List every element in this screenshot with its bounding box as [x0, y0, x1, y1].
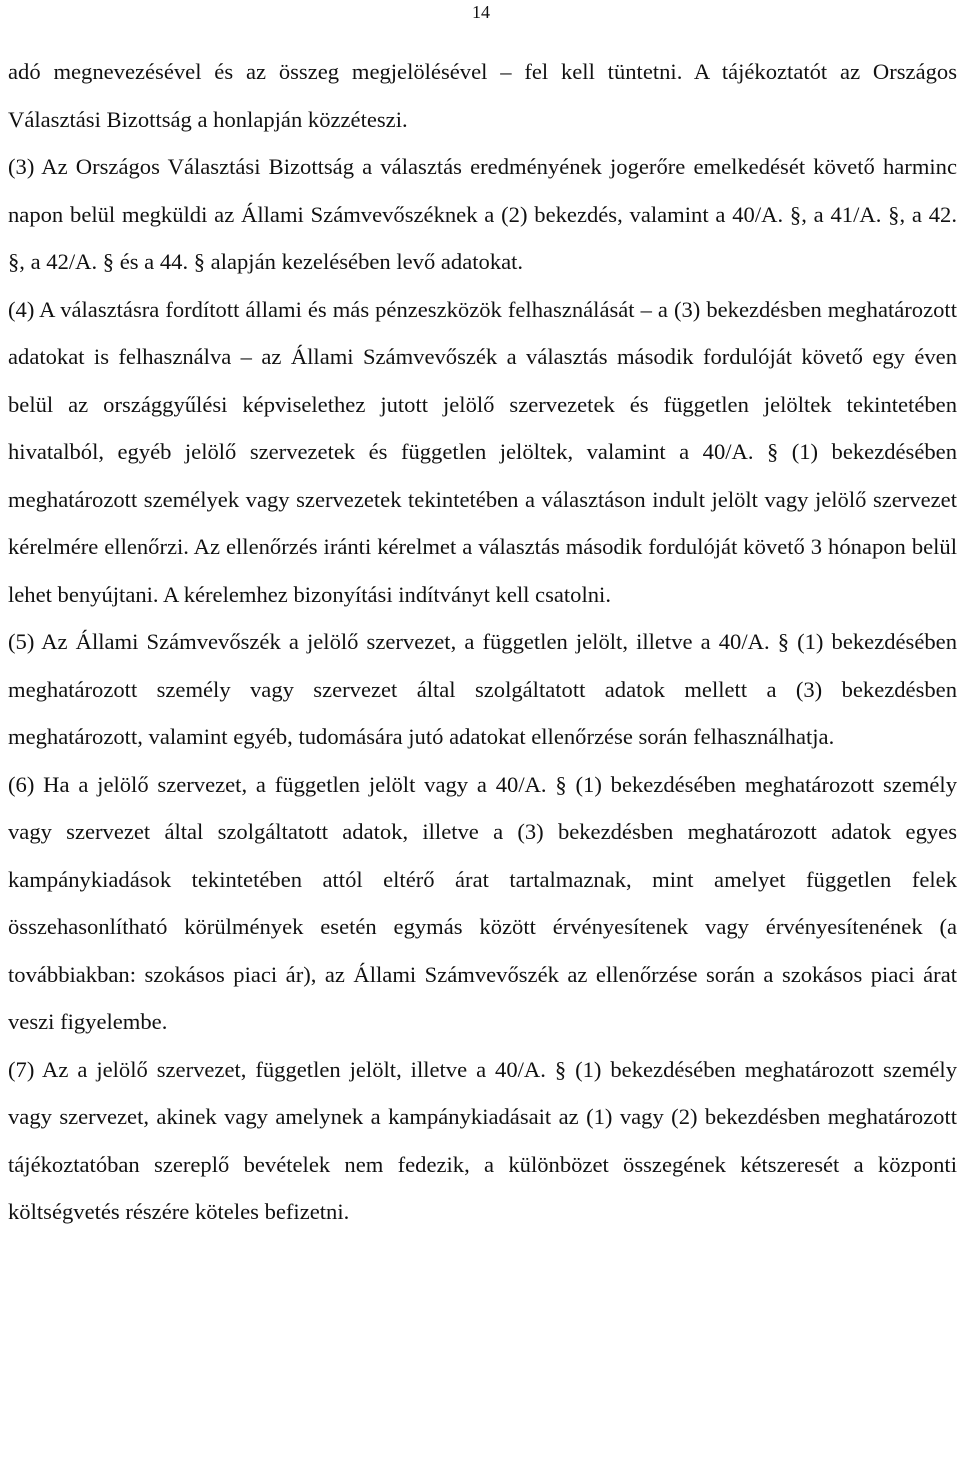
- paragraph-7: (7) Az a jelölő szervezet, független jelölt, illetve a 40/A. § (1) bekezdésében meghatározott személy vagy szervezet, akinek vagy amelynek a kampánykiadásait az (1) vagy (2) bekezdésben meghatározott tájékoztatóban szereplő bevételek nem fedezik, a különbözet összegének kétszeresét a központi költségvetés részére köteles befizetni.: [8, 1056, 957, 1224]
- paragraph-5: (5) Az Állami Számvevőszék a jelölő szervezet, a független jelölt, illetve a 40/A. § (1) bekezdésében meghatározott személy vagy szervezet által szolgáltatott adatok mellett a (3) bekezdésben meghatározott, valamint egyéb, tudomására jutó adatokat ellenőrzése során felhasználhatja.: [8, 629, 957, 749]
- paragraph-continuation: adó megnevezésével és az összeg megjelölésével – fel kell tüntetni. A tájékoztatót az Országos Választási Bizottság a honlapján közzéteszi.: [8, 59, 957, 132]
- paragraph-6: (6) Ha a jelölő szervezet, a független jelölt vagy a 40/A. § (1) bekezdésében meghatározott személy vagy szervezet által szolgáltatott adatok, illetve a (3) bekezdésben meghatározott adatok egyes kampánykiadások tekintetében attól eltérő árat tartalmaznak, mint amelyet független felek összehasonlítható körülmények esetén egymás között érvényesítenek vagy érvényesítenének (a továbbiakban: szokásos piaci ár), az Állami Számvevőszék az ellenőrzése során a szokásos piaci árat veszi figyelembe.: [8, 771, 957, 1034]
- paragraph-3: (3) Az Országos Választási Bizottság a választás eredményének jogerőre emelkedését követő harminc napon belül megküldi az Állami Számvevőszéknek a (2) bekezdés, valamint a 40/A. §, a 41/A. §, a 42. §, a 42/A. § és a 44. § alapján kezelésében levő adatokat.: [8, 154, 957, 274]
- paragraph-4: (4) A választásra fordított állami és más pénzeszközök felhasználását – a (3) bekezdésben meghatározott adatokat is felhasználva – az Állami Számvevőszék a választás második fordulóját követő egy éven belül az országgyűlési képviselethez jutott jelölő szervezetek és független jelöltek tekintetében hivatalból, egyéb jelölő szervezetek és független jelöltek, valamint a 40/A. § (1) bekezdésében meghatározott személyek vagy szervezetek tekintetében a választáson indult jelölt vagy jelölő szervezet kérelmére ellenőrzi. Az ellenőrzés iránti kérelmet a választás második fordulóját követő 3 hónapon belül lehet benyújtani. A kérelemhez bizonyítási indítványt kell csatolni.: [8, 296, 957, 607]
- page-number: 14: [472, 2, 490, 22]
- document-body: [8, 48, 957, 1236]
